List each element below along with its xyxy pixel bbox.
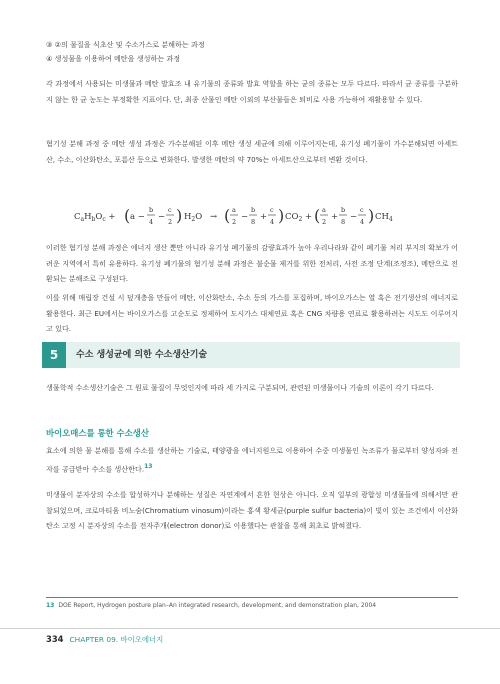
section-header xyxy=(42,342,460,368)
svg-text:2: 2 xyxy=(168,218,173,226)
section-number: 5 xyxy=(42,342,66,368)
footnote-number: 13 xyxy=(46,602,55,609)
svg-text:4: 4 xyxy=(270,218,275,226)
footnote xyxy=(46,602,376,609)
section-title: 수소 생성균에 의한 수소생산기술 xyxy=(76,350,208,360)
footer-divider xyxy=(0,628,500,629)
step-3: ③ ②의 물질을 식초산 및 수소가스로 분해하는 과정 xyxy=(46,40,205,49)
svg-text:−: − xyxy=(158,212,166,222)
svg-text:2: 2 xyxy=(322,218,327,226)
svg-text:+: + xyxy=(260,212,268,222)
svg-text:a: a xyxy=(232,206,236,214)
svg-text:b: b xyxy=(251,206,256,214)
svg-text:): ) xyxy=(368,206,375,225)
svg-text:CaHbOc +: $C_aH_bO_c$ + xyxy=(74,212,116,223)
paragraph-text: 효소에 의한 물 분해를 통해 수소를 생산하는 기술로, 태양광을 에너지원으로 이용하여 수중 미생물인 녹조류가 물로부터 양성자와 전자를 공급받아 수소를 생산한다. xyxy=(46,446,458,473)
svg-text:(: ( xyxy=(314,206,321,225)
svg-text:2: 2 xyxy=(232,218,237,226)
svg-text:4: 4 xyxy=(149,218,154,226)
svg-text:a: a xyxy=(322,206,326,214)
svg-text:CH4: $CH_4$ xyxy=(375,212,393,223)
footnote-text: DOE Report, Hydrogen posture plan–An integrated research, development, and demonstration plan, 2004 xyxy=(58,602,377,609)
svg-text:b: b xyxy=(149,206,154,214)
paragraph-landfill: 이를 위해 매립장 건설 시 덮개층을 만들어 메탄, 이산화탄소, 수소 등의 가스를 포집하며, 바이오가스는 열 혹은 전기생산의 에너지로 활용한다. 최근 EU에서는 바이오가스를 고순도로 정제하여 도시가스 대체연료 혹은 CNG 차량용 연료로 활용하려는 시도도 이루어지고 있다. xyxy=(46,293,458,334)
paragraph-anaerobic-process: 이러한 혐기성 분해 과정은 에너지 생산 뿐만 아니라 유기성 폐기물의 감량효과가 높아 우리나라와 같이 폐기물 처리 부지의 확보가 어려운 지역에서 특히 유용하다. 유기성 폐기물의 혐기성 분해 과정은 불순물 제거를 위한 전처리, 사전 조정 단계(조정조), 메탄으로 전환되는 분해조로 구성된다. xyxy=(46,243,458,284)
page-footer xyxy=(46,634,163,645)
svg-text:b: b xyxy=(341,206,346,214)
svg-text:c: c xyxy=(270,206,274,214)
svg-text:CO2 +: $CO_2$ + xyxy=(285,212,313,223)
svg-text:−: − xyxy=(350,212,358,222)
step-4: ④ 생성물을 이용하여 메탄을 생성하는 과정 xyxy=(46,54,181,63)
svg-text:a −: a − xyxy=(130,212,145,222)
svg-text:(: ( xyxy=(124,206,131,225)
svg-text:→: → xyxy=(210,212,218,222)
svg-text:): ) xyxy=(176,206,183,225)
footnote-ref[interactable]: 13 xyxy=(144,462,153,470)
chapter-label: CHAPTER 09. 바이오에너지 xyxy=(69,635,164,644)
footnote-divider xyxy=(46,597,458,598)
paragraph-bio-hydrogen-intro: 생물학적 수소생산기술은 그 원료 물질이 무엇인지에 따라 세 가지로 구분되며, 관련된 미생물이나 기술의 이론이 각기 다르다. xyxy=(46,383,434,392)
svg-text:−: − xyxy=(241,212,249,222)
svg-text:+: + xyxy=(331,212,339,222)
paragraph-enzyme-water-splitting xyxy=(46,443,458,477)
svg-text:(: ( xyxy=(224,206,231,225)
paragraph-methane-generation: 혐기성 분해 과정 중 메탄 생성 과정은 가수분해된 이후 메탄 생성 세균에 의해 이루어지는데, 유기성 폐기물이 가수분해되면 아세트산, 수소, 이산화탄소, 포름산 등으로 변화한다. 발생한 메탄의 약 70%는 아세트산으로부터 변환 것이다. xyxy=(46,139,458,164)
svg-text:4: 4 xyxy=(360,218,365,226)
methane-equation xyxy=(74,200,414,232)
page-number: 334 xyxy=(46,634,64,644)
paragraph-photosynthetic-microbes: 미생물이 분자상의 수소를 합성하거나 분해하는 성질은 자연계에서 흔한 현상은 아니다. 오직 일부의 광합성 미생물들에 의해서만 관찰되었으며, 크로마티움 비노숨(Chromatium vinosum)이라는 홍색 황세균(purple sulfur bacteria)이 빛이 있는 조건에서 이산화탄소 고정 시 분자상의 수소를 전자주개(electron donor)로 이용했다는 관찰을 통해 최초로 밝혀졌다. xyxy=(46,490,458,531)
svg-text:c: c xyxy=(360,206,364,214)
svg-text:8: 8 xyxy=(341,218,346,226)
paragraph-microbes: 각 과정에서 사용되는 미생물과 메탄 발효조 내 유기물의 종류와 발효 역할을 하는 균의 종류는 모두 다르다. 따라서 균 종류를 구분하지 않는 한 균 농도는 부정확한 지표이다. 단, 최종 산물인 메탄 이외의 부산물들은 퇴비로 사용 가능하여 재활용할 수 있다. xyxy=(46,79,458,104)
subheading: 바이오매스를 통한 수소생산 xyxy=(46,428,149,438)
svg-text:c: c xyxy=(168,206,172,214)
svg-text:): ) xyxy=(278,206,285,225)
svg-text:H2O: $H_2O$ xyxy=(184,212,203,223)
svg-text:8: 8 xyxy=(251,218,256,226)
